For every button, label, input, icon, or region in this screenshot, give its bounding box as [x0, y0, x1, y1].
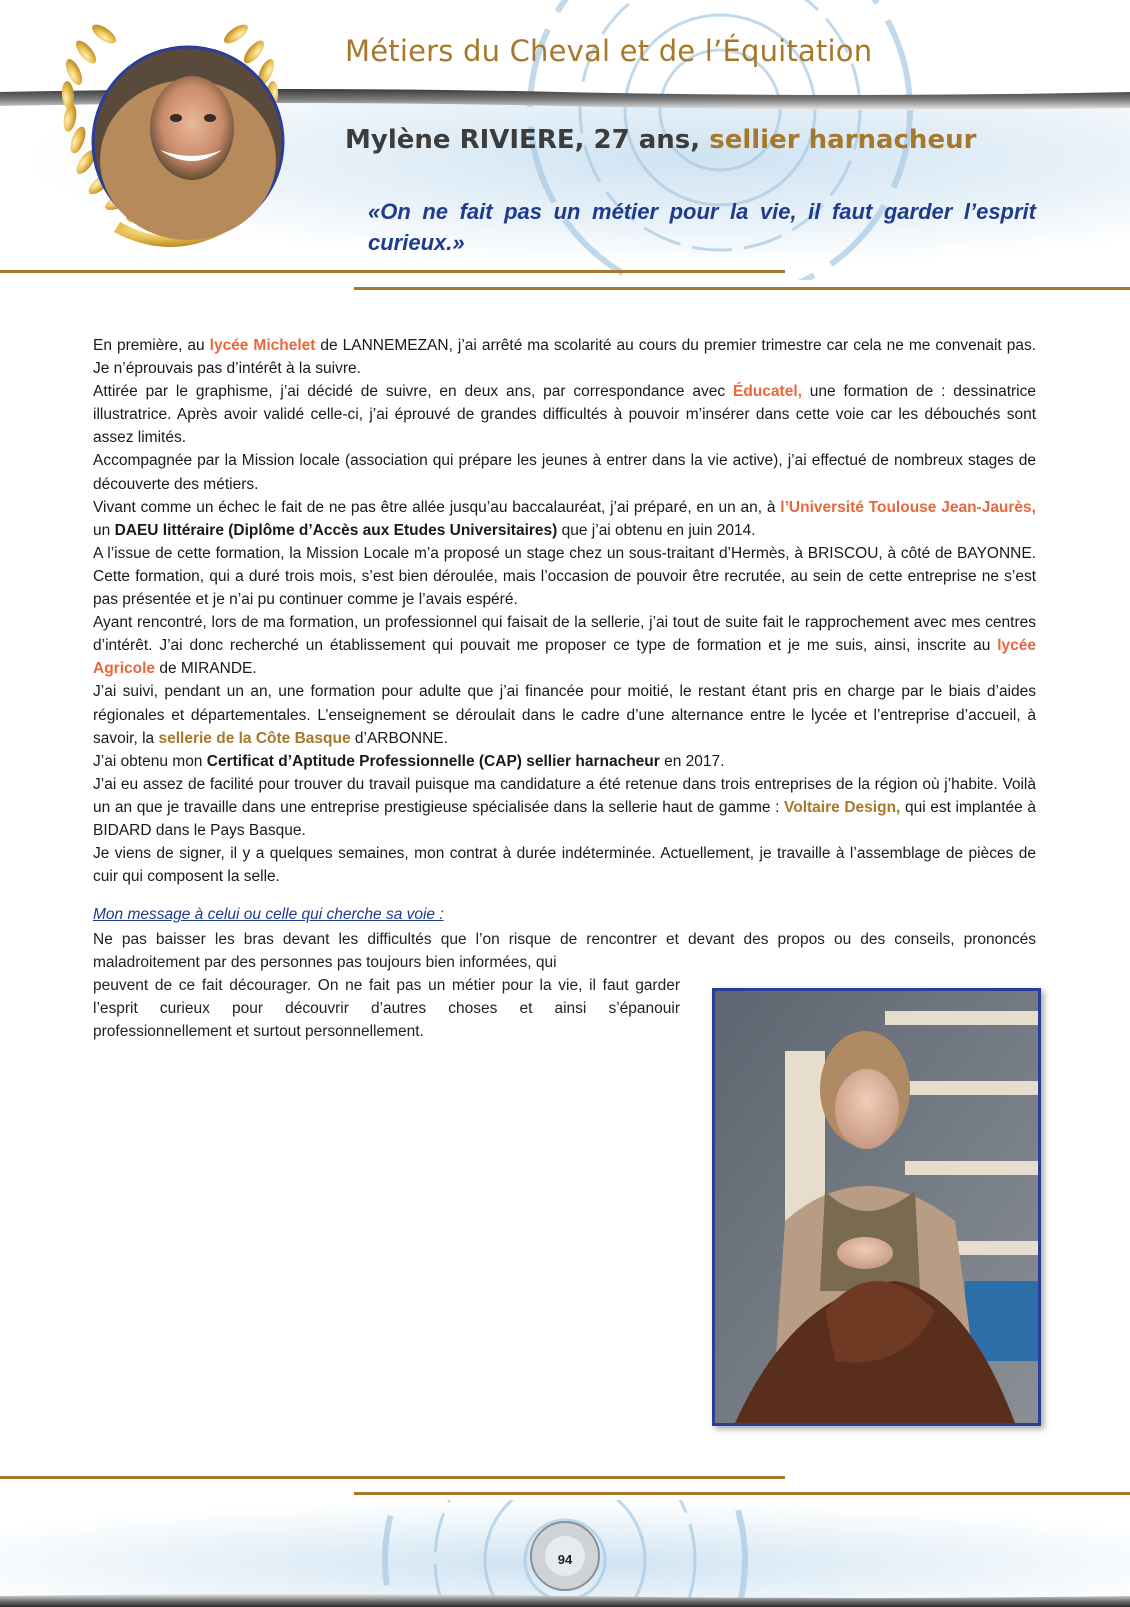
paragraph: Je viens de signer, il y a quelques semaines, mon contrat à durée indéterminée. Actuellement, je travaille à l’assemblage de pièces de cuir qui composent la selle. — [93, 845, 1036, 886]
portrait-photo — [93, 47, 283, 240]
header-divider-left — [0, 270, 785, 273]
paragraph: J’ai suivi, pendant un an, une formation pour adulte que j’ai financée pour moitié, le restant étant pris en charge par le biais d’aides régionales et départementales. L’enseignement se déroulait dans le cadre d’une alternance entre le lycée et l’entreprise d’accueil, à savoir, la sellerie de la Côte Basque d’ARBONNE. — [93, 683, 1036, 747]
highlight-diploma: Certificat d’Aptitude Professionnelle (CAP) sellier harnacheur — [206, 752, 660, 770]
highlight-school: lycée Michelet — [209, 337, 316, 354]
message-text-top: Ne pas baisser les bras devant les difficultés que l’on risque de rencontrer et devant des propos ou des conseils, prononcés maladroitement par des personnes pas toujours bien informées, qui — [93, 931, 1036, 972]
highlight-company: Voltaire Design, — [784, 798, 901, 816]
workshop-photo — [712, 988, 1041, 1426]
header-divider-right — [354, 287, 1130, 290]
series-title: Métiers du Cheval et de l’Équitation — [345, 34, 873, 68]
highlight-school: Éducatel, — [733, 383, 802, 401]
highlight-diploma: DAEU littéraire (Diplôme d’Accès aux Etudes Universitaires) — [114, 521, 558, 539]
footer-divider-right — [354, 1492, 1130, 1495]
paragraph: Ayant rencontré, lors de ma formation, un professionnel qui faisait de la sellerie, j’ai tout de suite fait le rapprochement avec mes centres d’intérêt. J’ai donc recherché un établissement qui pouvait me proposer ce type de formation et je me suis, ainsi, inscrite au lycée Agricole de MIRANDE. — [93, 614, 1036, 678]
person-name: Mylène RIVIERE, 27 ans, — [345, 125, 701, 155]
footer-divider-left — [0, 1476, 785, 1479]
pull-quote: «On ne fait pas un métier pour la vie, il faut garder l’esprit curieux.» — [368, 199, 1036, 255]
article-body — [93, 334, 1036, 888]
highlight-school: lycée Agricole — [93, 637, 1036, 678]
highlight-company: sellerie de la Côte Basque — [158, 729, 351, 747]
paragraph: J’ai obtenu mon Certificat d’Aptitude Professionnelle (CAP) sellier harnacheur en 2017. — [93, 752, 725, 770]
paragraph: J’ai eu assez de facilité pour trouver du travail puisque ma candidature a été retenue dans trois entreprises de la région où j’habite. Voilà un an que je travaille dans une entreprise prestigieuse spécialisée dans la sellerie haut de gamme : Voltaire Design, qui est implantée à BIDARD dans le Pays Basque. — [93, 775, 1036, 839]
highlight-school: l’Université Toulouse Jean-Jaurès, — [780, 498, 1036, 516]
person-title — [345, 125, 976, 155]
paragraph: A l’issue de cette formation, la Mission Locale m’a proposé un stage chez un sous-traitant d’Hermès, à BRISCOU, à côté de BAYONNE. Cette formation, qui a duré trois mois, s’est bien déroulée, mais l’occasion de pouvoir être recrutée, au sein de cette entreprise ne s’est pas présentée et je n’ai pu continuer comme je l’avais espéré. — [93, 544, 1036, 609]
message-text-bottom: peuvent de ce fait décourager. On ne fait pas un métier pour la vie, il faut garder l’esprit curieux pour découvrir d’autres choses et ainsi s’épanouir professionnellement et surtout personnellement. — [93, 977, 680, 1041]
person-job: sellier harnacheur — [709, 125, 977, 155]
paragraph: Attirée par le graphisme, j’ai décidé de suivre, en deux ans, par correspondance avec Éducatel, une formation de : dessinatrice illustratrice. Après avoir validé celle-ci, j’ai éprouvé de grandes difficultés à pouvoir m’insérer dans cette voie car les débouchés sont assez limités. — [93, 383, 1036, 447]
page-number: 94 — [557, 1552, 573, 1567]
paragraph: Vivant comme un échec le fait de ne pas être allée jusqu’au baccalauréat, j’ai préparé, en un an, à l’Université Toulouse Jean-Jaurès, un DAEU littéraire (Diplôme d’Accès aux Etudes Universitaires) que j’ai obtenu en juin 2014. — [93, 498, 1036, 539]
paragraph: Accompagnée par la Mission locale (association qui prépare les jeunes à entrer dans la vie active), j’ai effectué de nombreux stages de découverte des métiers. — [93, 452, 1036, 493]
paragraph: En première, au lycée Michelet de LANNEMEZAN, j’ai arrêté ma scolarité au cours du premier trimestre car cela ne me convenait pas. Je n’éprouvais pas d’intérêt à la suivre. — [93, 337, 1036, 378]
message-heading: Mon message à celui ou celle qui cherche sa voie : — [93, 906, 444, 923]
